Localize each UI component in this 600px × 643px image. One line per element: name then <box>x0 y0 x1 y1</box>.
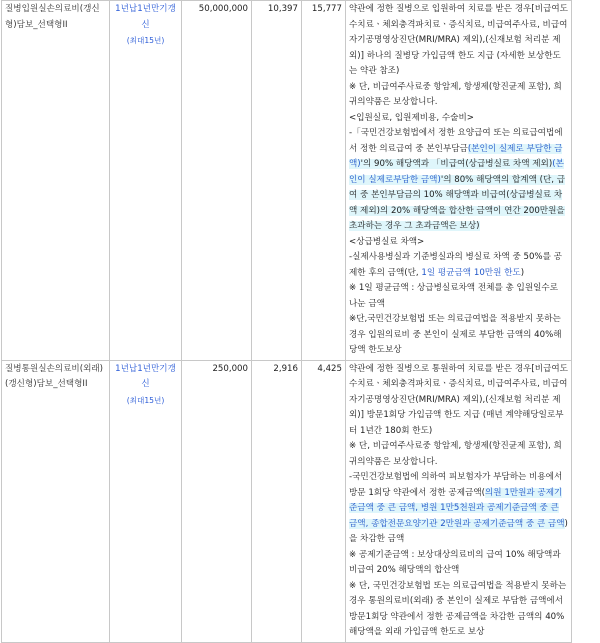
period-text: 1년납1년만기갱신 <box>115 4 176 30</box>
desc-paragraph <box>349 126 568 235</box>
desc-text: ) <box>520 267 525 278</box>
desc-paragraph: 약관에 정한 질병으로 통원하여 치료를 받은 경우[비급여도수치료ㆍ체외충격파치료ㆍ증식치료, 비급여주사료, 비급여자기공명영상진단(MRI/MRA) 제외),(신재보험 처리분 제외)] 방문1회당 가입금액 한도 지급 (매년 계약해당일로부터 1년간 180회 한도) <box>349 363 568 436</box>
coverage-period <box>110 1 182 361</box>
premium-a: 10,397 <box>252 1 302 361</box>
desc-highlight: (본인이 실제로 부담한 금액) <box>349 143 563 169</box>
desc-highlight: '의 90% 해당액과 「비급여(상급병실료 차액 제외) <box>360 159 553 169</box>
desc-text: -국민건강보험법에 의하여 피보험자가 부담하는 비용에서 방문 1회당 약관에서 정한 공제금액( <box>349 472 563 498</box>
desc-heading: <입원실료, 입원제비용, 수술비> <box>349 112 474 123</box>
desc-text: )을 차감한 금액 <box>349 518 568 544</box>
coverage-name: 질병입원실손의료비(갱신형)담보_선택형II <box>2 1 110 361</box>
desc-paragraph: 약관에 정한 질병으로 입원하여 치료를 받은 경우[비급여도수치료ㆍ체외충격파치료ㆍ증식치료, 비급여주사료, 비급여자기공명영상진단(MRI/MRA) 제외),(신재보험 처리분 제외)] 하나의 질병당 가입금액 한도 지급 (자세한 보상한도는 약관 참조) <box>349 4 568 76</box>
period-text: 1년납1년만기갱신 <box>115 363 176 389</box>
premium-a: 2,916 <box>252 360 302 642</box>
desc-text: -「국민건강보험법에서 정한 요양급여 또는 의료급여법에서 정한 의료급여 중 본인부담금 <box>349 128 563 154</box>
coverage-name: 질병통원실손의료비(외래)(갱신형)담보_선택형II <box>2 360 110 642</box>
desc-note: ※ 단, 비급여주사료중 항암제, 항생제(항진균제 포함), 희귀의약품은 보상합니다. <box>349 441 562 467</box>
table-row <box>2 1 572 361</box>
desc-paragraph <box>349 250 568 281</box>
desc-highlight: '의 80% 해당액의 합계액 (단, 급여 중 본인부담금의 10% 해당액과 비급여(상급병실료 차액 제외)의 20% 해당액을 합산한 금액이 연간 200만원을초과하는 경우 그 초과금액은 보상) <box>349 174 566 231</box>
period-note: (최대15년) <box>126 395 165 405</box>
desc-highlight: 1일 평균금액 10만원 한도 <box>421 267 521 278</box>
desc-text: -실제사용병실과 기준병실과의 병실료 차액 중 50%를 공제한 후의 금액(단, <box>349 252 562 278</box>
coverage-description <box>346 360 572 642</box>
desc-note: ※ 단, 국민건강보험법 또는 의료급여법을 적용받지 못하는 경우 통원의료비(외래) 중 본인이 실제로 부담한 금액에서 방문1회당 약관에서 정한 공제금액을 차감한 금액의 40%해당액을 외래 가입금액 한도로 보상 <box>349 580 567 637</box>
period-note: (최대15년) <box>126 36 165 45</box>
desc-heading: <상급병실료 차액> <box>349 236 425 247</box>
desc-highlight: (본인이 실제로부담한 금액) <box>349 159 564 185</box>
coverage-description <box>346 1 572 361</box>
coverage-table <box>1 0 572 643</box>
premium-b: 4,425 <box>302 360 346 642</box>
desc-paragraph <box>349 470 568 548</box>
desc-note: ※ 단, 비급여주사료중 항암제, 항생제(항진균제 포함), 희귀의약품은 보상합니다. <box>349 81 562 107</box>
coverage-amount: 250,000 <box>182 360 252 642</box>
premium-b: 15,777 <box>302 1 346 361</box>
desc-note: ※단,국민건강보험법 또는 의료급여법을 적용받지 못하는 경우 입원의료비 중 본인이 실제로 부담한 금액의 40%해당액 한도보상 <box>349 314 562 355</box>
table-row <box>2 360 572 642</box>
desc-note: ※ 1일 평균금액 : 상급병실료차액 전체를 총 입원일수로 나눈 금액 <box>349 283 559 309</box>
coverage-amount: 50,000,000 <box>182 1 252 361</box>
desc-note: ※ 공제기준금액 : 보상대상의료비의 급여 10% 해당액과 비급여 20% 해당액의 합산액 <box>349 549 561 575</box>
desc-highlight: 의원 1만원과 공제기준금액 중 큰 금액, 병원 1만5천원과 공제기준금액 중 큰 금액, 종합전문요양기관 2만원과 공제기준금액 중 큰 금액 <box>349 487 565 529</box>
coverage-period <box>110 360 182 642</box>
